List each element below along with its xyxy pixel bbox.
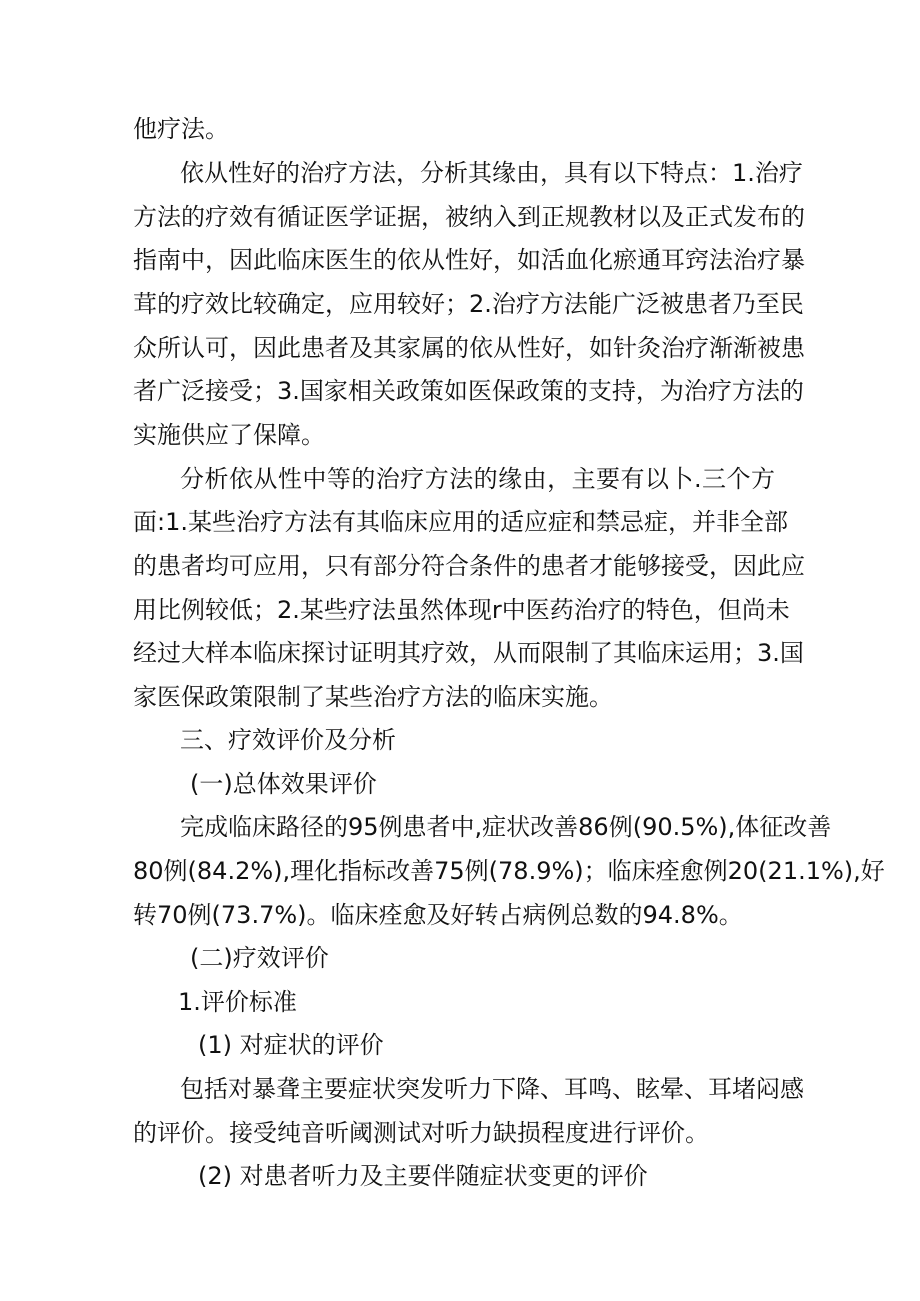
- paragraph-line: 依从性好的治疗方法，分析其缘由，具有以下特点：1.治疗: [180, 159, 803, 187]
- subitem-heading: (2) 对患者听力及主要伴随症状变更的评价: [198, 1162, 648, 1190]
- subsection-heading: (一)总体效果评价: [190, 770, 377, 798]
- item-heading: 1.评价标准: [178, 988, 297, 1016]
- paragraph-line: 茸的疗效比较确定，应用较好；2.治疗方法能广泛被患者乃至民: [133, 290, 804, 318]
- paragraph-line: 包括对暴聋主要症状突发听力下降、耳鸣、眩晕、耳堵闷感: [180, 1075, 804, 1103]
- paragraph-line: 面:1.某些治疗方法有其临床应用的适应症和禁忌症，并非全部: [133, 508, 788, 536]
- paragraph-line: 他疗法。: [133, 115, 229, 143]
- paragraph-line: 者广泛接受；3.国家相关政策如医保政策的支持，为治疗方法的: [133, 377, 804, 405]
- paragraph-line: 实施供应了保障。: [133, 421, 325, 449]
- paragraph-line: 经过大样本临床探讨证明其疗效，从而限制了其临床运用；3.国: [133, 639, 804, 667]
- paragraph-line: 的评价。接受纯音听阈测试对听力缺损程度进行评价。: [133, 1119, 709, 1147]
- paragraph-line: 指南中，因此临床医生的依从性好，如活血化瘀通耳窍法治疗暴: [133, 246, 805, 274]
- section-heading: 三、疗效评价及分析: [180, 726, 396, 754]
- paragraph-line: 80例(84.2%),理化指标改善75例(78.9%)；临床痊愈例20(21.1%),好: [133, 857, 885, 885]
- subsection-heading: (二)疗效评价: [190, 944, 329, 972]
- paragraph-line: 转70例(73.7%)。临床痊愈及好转占病例总数的94.8%。: [133, 901, 743, 929]
- paragraph-line: 用比例较低；2.某些疗法虽然体现r中医药治疗的特色，但尚未: [133, 596, 790, 624]
- paragraph-line: 方法的疗效有循证医学证据，被纳入到正规教材以及正式发布的: [133, 203, 805, 231]
- paragraph-line: 家医保政策限制了某些治疗方法的临床实施。: [133, 683, 613, 711]
- paragraph-line: 完成临床路径的95例患者中,症状改善86例(90.5%),体征改善: [180, 813, 832, 841]
- paragraph-line: 分析依从性中等的治疗方法的缘由，主要有以卜.三个方: [180, 465, 775, 493]
- paragraph-line: 众所认可，因此患者及其家属的依从性好，如针灸治疗渐渐被患: [133, 334, 805, 362]
- paragraph-line: 的患者均可应用，只有部分符合条件的患者才能够接受，因此应: [133, 552, 805, 580]
- subitem-heading: (1) 对症状的评价: [198, 1031, 384, 1059]
